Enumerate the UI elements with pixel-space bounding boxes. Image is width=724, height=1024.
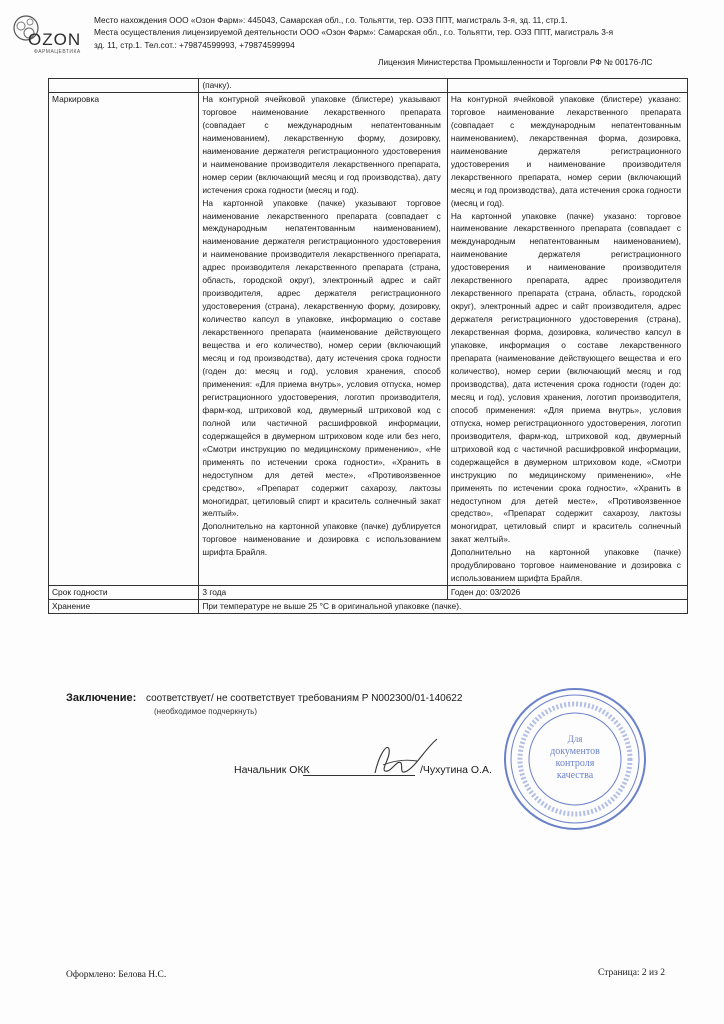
- shelf-life-requirement: 3 года: [199, 586, 448, 600]
- page-number: Страница: 2 из 2: [598, 968, 666, 978]
- table-row-storage: [49, 600, 688, 614]
- actual-paragraph: На картонной упаковке (пачке) указано: торговое наименование лекарственного препарата (совпадает с международным непатентованным наименованием), наименование держателя регистрационного удостоверения и наименование производителя лекарственного препарата, адрес производителя лекарственного препарата (страна, область, городской округ), электронный адрес и сайт производителя, адрес держателя регистрационного удостоверения (страна), лекарственная форма, дозировка, количество капсул в упаковке, информация о составе лекарственного препарата (наименование действующего вещества и его количество), номер серии (включающий месяц и год производства), дата истечения срока годности (годен до: месяц и год), условия хранения, логотип производителя, способ применения: «Для приема внутрь», условия отпуска, номер регистрационного удостоверения, логотип производителя, фарм-код, штриховой код, двумерный штриховой код с частичной расшифровкой информации, содержащейся в двумерном штриховом коде, «Смотри инструкцию по медицинскому применению», «Не применять по истечении срока годности», «Хранить в недоступном для детей месте», «Противоязвенное средство», «Препарат содержит сахарозу, лактозы моногидрат, цетиловый спирт и краситель солнечный закат желтый».: [450, 210, 681, 545]
- table-row: [49, 79, 688, 93]
- marking-actual: [447, 92, 687, 585]
- stamp-text-line: качества: [556, 770, 594, 781]
- conclusion-label: Заключение:: [66, 692, 137, 704]
- table-row-marking: [49, 92, 688, 585]
- quality-control-stamp: [500, 684, 650, 834]
- logo-text: OZON: [28, 30, 82, 49]
- company-header: [94, 14, 699, 51]
- requirement-paragraph: Дополнительно на картонной упаковке (пачке) дублируется торговое наименование и дозировка с использованием шрифта Брайля.: [202, 521, 441, 558]
- license-line: Лицензия Министерства Промышленности и Торговли РФ № 00176-ЛС: [378, 57, 653, 67]
- stamp-text-line: Для: [567, 734, 583, 744]
- table-cell: [49, 79, 199, 93]
- stamp-text-line: документов: [550, 746, 600, 757]
- signer-name: /Чухутина О.А.: [420, 764, 492, 776]
- handwritten-signature: [355, 735, 445, 785]
- header-activity-line: Места осуществления лицензируемой деятельности ООО «Озон Фарм»: Самарская обл., г.о. Тольятти, тер. ОЭЗ ППТ, магистраль 3-я: [94, 27, 614, 38]
- shelf-life-label: Срок годности: [49, 586, 199, 600]
- conclusion-note: (необходимое подчеркнуть): [154, 707, 257, 716]
- logo-subtext: ФАРМАЦЕВТИКА: [34, 49, 81, 55]
- requirement-paragraph: На картонной упаковке (пачке) указывают торговое наименование лекарственного препарата (совпадает с международным непатентованным наименованием), наименование держателя регистрационного удостоверения и наименование производителя лекарственного препарата, адрес производителя лекарственного препарата (страна, область, городской округ), электронный адрес и сайт производителя, адрес держателя регистрационного удостоверения (страна), лекарственную форму, дозировку, количество капсул в упаковке, информацию о составе лекарственного препарата (наименование действующего вещества и его количество), номер серии (включающий месяц и год производства), дату истечения срока годности (годен до: месяц и год), условия хранения, способ применения: «Для приема внутрь», условия отпуска, номер регистрационного удостоверения, логотип производителя, фарм-код, штриховой код, двумерный штриховой код с полной или частичной расшифровкой информации, содержащейся в двумерном штриховом коде или без него, «Смотри инструкцию по медицинскому применению», «Не применять по истечении срока годности», «Хранить в недоступном для детей месте», «Противоязвенное средство», «Препарат содержит сахарозу, лактозы моногидрат, цетиловый спирт и краситель солнечный закат желтый».: [202, 197, 441, 519]
- header-address-line: Место нахождения ООО «Озон Фарм»: 445043, Самарская обл., г.о. Тольятти, тер. ОЭЗ ППТ, магистраль 3-я, зд. 11, стр.1.: [94, 15, 568, 25]
- marking-requirements: [199, 92, 448, 585]
- specification-table: [48, 78, 688, 614]
- marking-label: Маркировка: [49, 92, 199, 585]
- stamp-text-line: контроля: [555, 758, 595, 769]
- header-phone-line: зд. 11, стр.1. Тел.сот.: +79874599993, +79874599994: [94, 39, 295, 50]
- table-row-shelf-life: [49, 586, 688, 600]
- shelf-life-actual: Годен до: 03/2026: [447, 586, 687, 600]
- conclusion: [66, 692, 463, 704]
- conclusion-text: соответствует/ не соответствует требованиям Р N002300/01-140622: [146, 693, 463, 704]
- table-cell-carryover: (пачку).: [199, 79, 448, 93]
- requirement-paragraph: На контурной ячейковой упаковке (блистере) указывают торговое наименование лекарственного препарата (совпадает с международным непатентованным наименованием), лекарственную форму, дозировку, наименование держателя регистрационного удостоверения и наименование производителя лекарственного препарата, номер серии (включающий месяц и год производства), дату истечения срока годности (месяц и год).: [202, 93, 441, 195]
- prepared-by: Оформлено: Белова Н.С.: [66, 970, 167, 980]
- storage-label: Хранение: [49, 600, 199, 614]
- storage-value: При температуре не выше 25 °С в оригинальной упаковке (пачке).: [199, 600, 688, 614]
- actual-paragraph: На контурной ячейковой упаковке (блистере) указано: торговое наименование лекарственного препарата (совпадает с международным непатентованным наименованием), лекарственная форма, дозировка, наименование держателя регистрационного удостоверения и наименование производителя лекарственного препарата, номер серии (включающий месяц и год производства), дата истечения срока годности (месяц и год).: [450, 93, 681, 208]
- signer-position: Начальник ОКК: [234, 764, 310, 776]
- table-cell: [447, 79, 687, 93]
- actual-paragraph: Дополнительно на картонной упаковке (пачке) продублировано торговое наименование и дозировка с использованием шрифта Брайля.: [450, 547, 681, 584]
